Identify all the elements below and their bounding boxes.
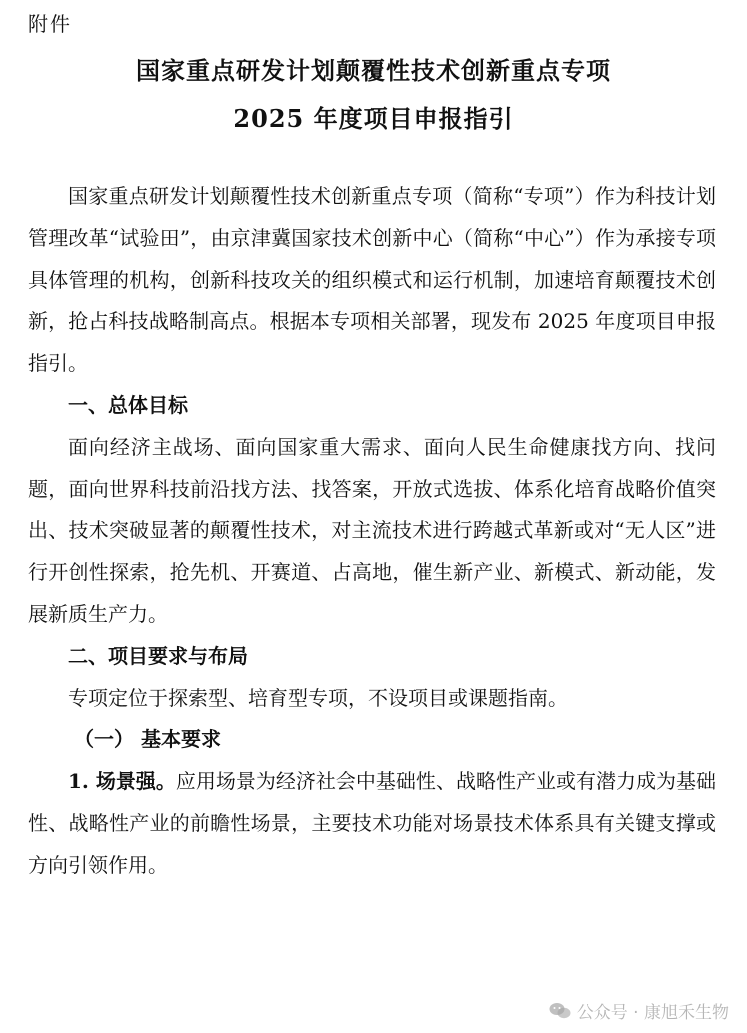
watermark [549, 998, 729, 1023]
item1-label: 1. 场景强。 [68, 769, 176, 794]
section1-paragraph: 面向经济主战场、面向国家重大需求、面向人民生命健康找方向、找问题，面向世界科技前沿找方法、找答案，开放式选拔、体系化培育战略价值突出、技术突破显著的颠覆性技术，对主流技术进行跨越式革新或对“无人区”进行开创性探索，抢先机、开赛道、占高地，催生新产业、新模式、新动能，发展新质生产力。 [28, 434, 716, 626]
watermark-text: 公众号 · 康旭禾生物 [576, 1003, 729, 1023]
item1-paragraph [28, 761, 716, 886]
document-title-line2: 2025 年度项目申报指引 [233, 104, 514, 133]
section2-paragraph: 专项定位于探索型、培育型专项，不设项目或课题指南。 [68, 685, 568, 710]
item1-text: 应用场景为经济社会中基础性、战略性产业或有潜力成为基础性、战略性产业的前瞻性场景，主要技术功能对场景技术体系具有关键支撑或方向引领作用。 [28, 769, 717, 877]
intro-paragraph: 国家重点研发计划颠覆性技术创新重点专项（简称“专项”）作为科技计划管理改革“试验田”，由京津冀国家技术创新中心（简称“中心”）作为承接专项具体管理的机构，创新科技攻关的组织模式和运行机制，加速培育颠覆技术创新，抢占科技战略制高点。根据本专项相关部署，现发布 2025 年度项目申报指引。 [28, 184, 716, 376]
attachment-label: 附件 [28, 12, 72, 36]
subsection1-heading: （一） 基本要求 [74, 727, 221, 752]
section2-heading: 二、项目要求与布局 [68, 643, 248, 668]
document-title-line1: 国家重点研发计划颠覆性技术创新重点专项 [136, 56, 611, 85]
section1-heading: 一、总体目标 [68, 392, 188, 417]
document-body [28, 176, 716, 887]
wechat-icon [549, 1002, 571, 1020]
